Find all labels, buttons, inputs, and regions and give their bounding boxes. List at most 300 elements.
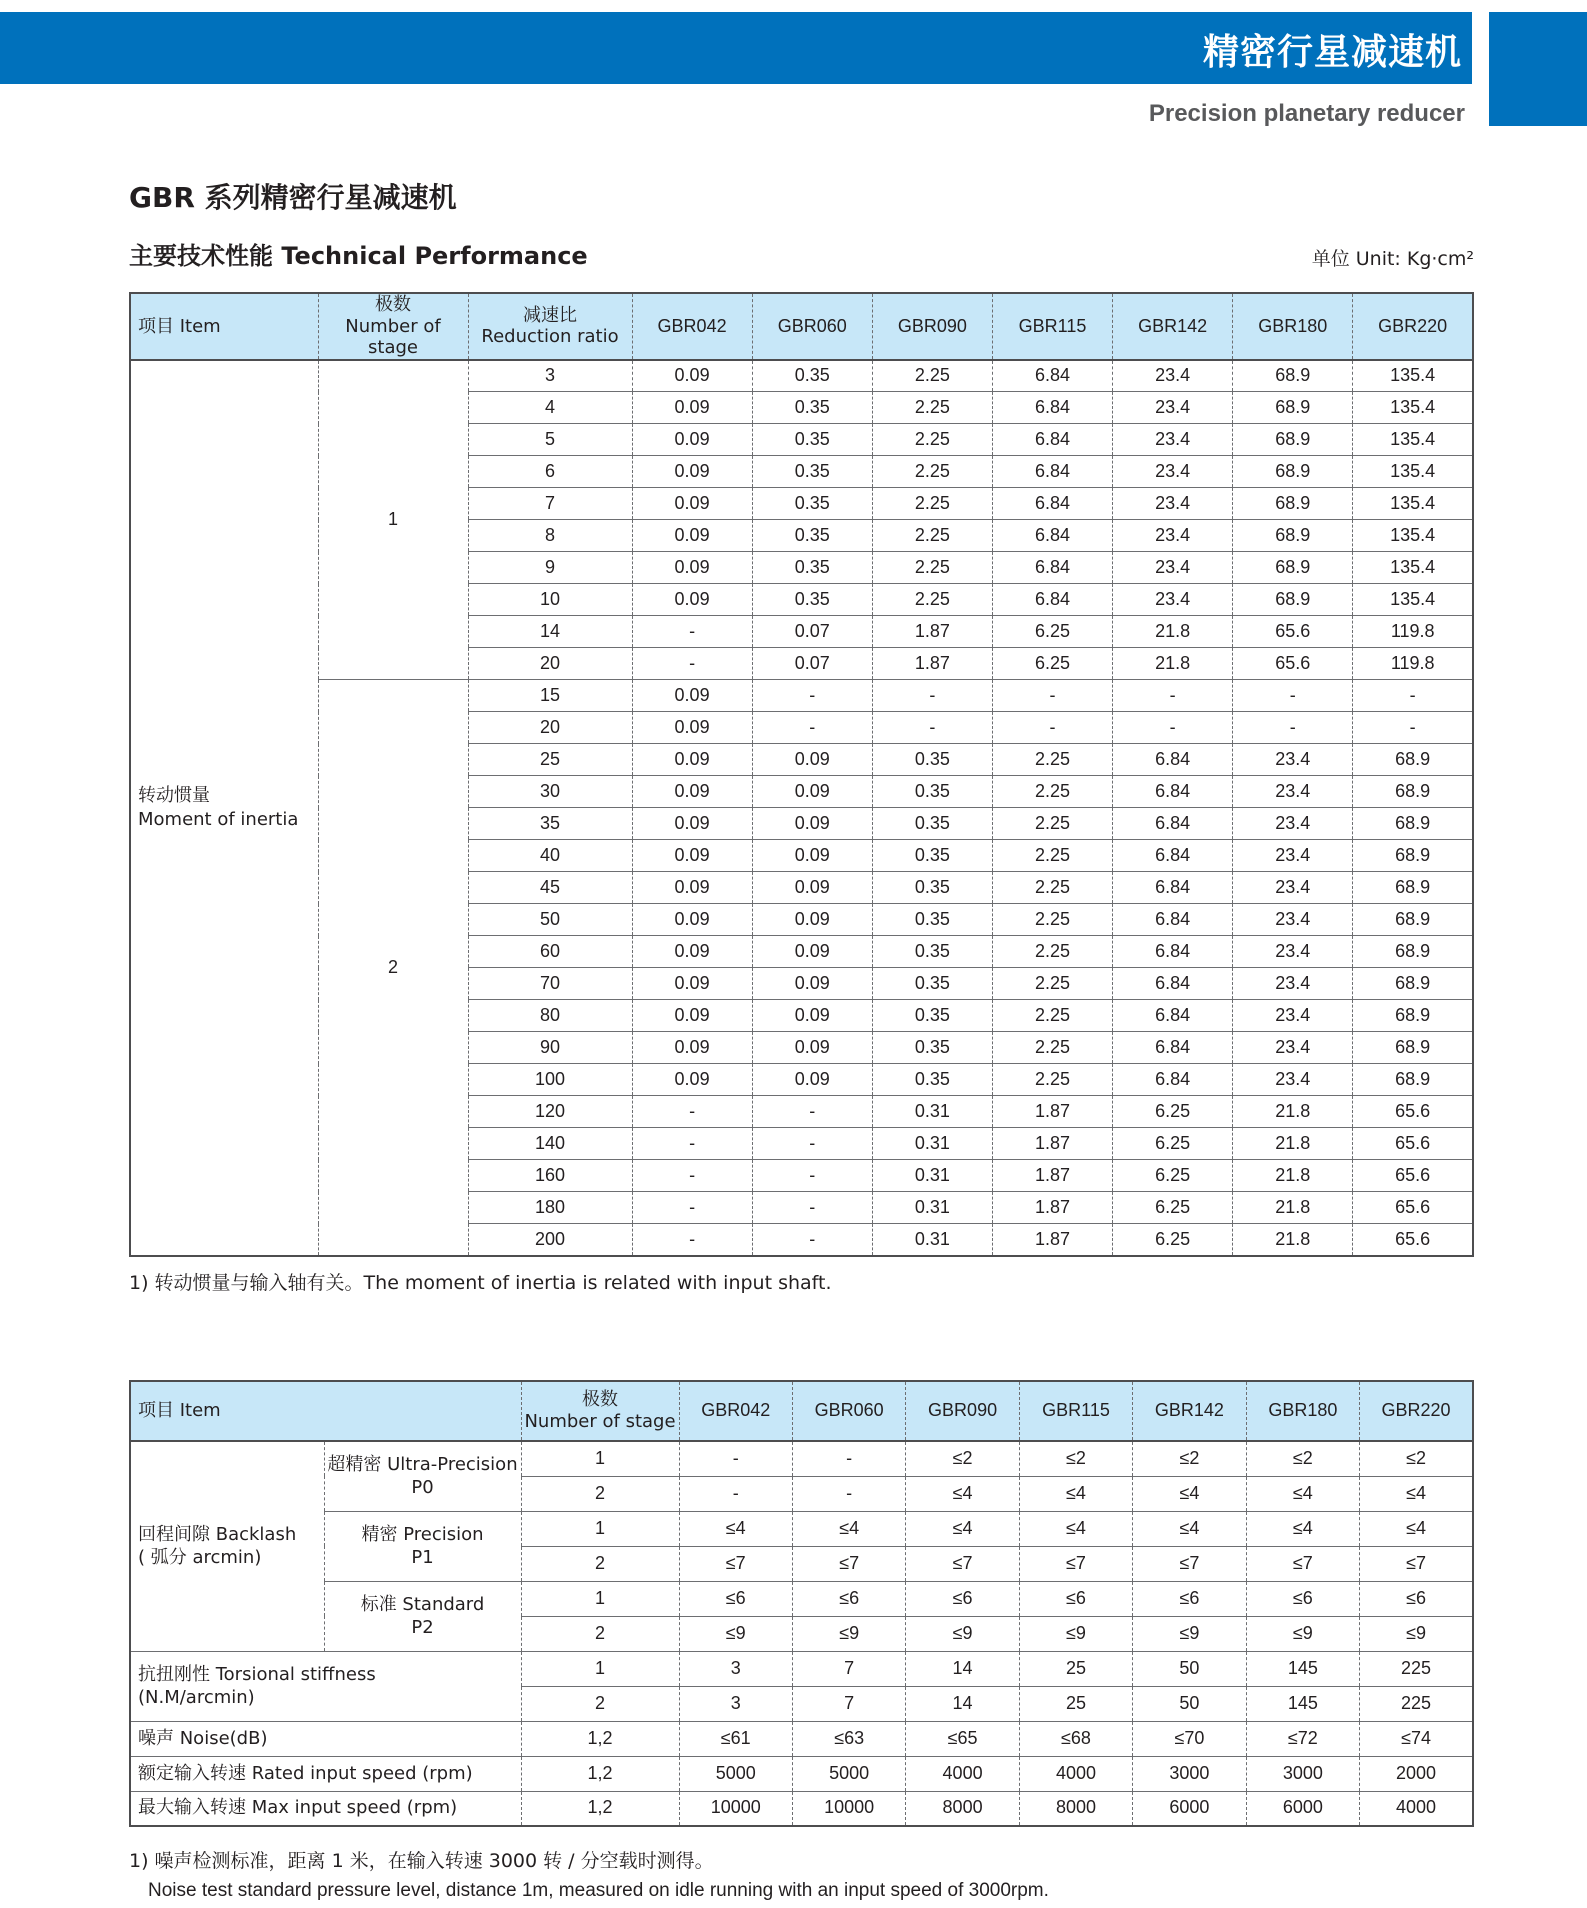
ratio-cell: 100 bbox=[468, 1064, 632, 1096]
value-cell: 2.25 bbox=[992, 872, 1112, 904]
value-cell: ≤4 bbox=[906, 1511, 1019, 1546]
table-row bbox=[130, 1581, 1473, 1616]
value-cell: 6.84 bbox=[1113, 936, 1233, 968]
value-cell: 1.87 bbox=[992, 1192, 1112, 1224]
value-cell: 6.84 bbox=[1113, 1032, 1233, 1064]
value-cell: - bbox=[792, 1476, 905, 1511]
value-cell: 65.6 bbox=[1353, 1128, 1473, 1160]
value-cell: 0.35 bbox=[752, 584, 872, 616]
value-cell: - bbox=[752, 1096, 872, 1128]
series-title: GBR 系列精密行星减速机 bbox=[129, 181, 457, 214]
header-ratio bbox=[468, 293, 632, 360]
value-cell: 8000 bbox=[1019, 1791, 1132, 1826]
value-cell: 10000 bbox=[679, 1791, 792, 1826]
header-model: GBR220 bbox=[1360, 1381, 1473, 1441]
value-cell: ≤4 bbox=[792, 1511, 905, 1546]
value-cell: 0.35 bbox=[872, 904, 992, 936]
ratio-cell: 60 bbox=[468, 936, 632, 968]
ratio-cell: 25 bbox=[468, 744, 632, 776]
value-cell: 68.9 bbox=[1233, 552, 1353, 584]
value-cell: 2.25 bbox=[992, 904, 1112, 936]
ratio-cell: 35 bbox=[468, 808, 632, 840]
stage-cell: 1 bbox=[521, 1511, 679, 1546]
value-cell: 0.35 bbox=[872, 1032, 992, 1064]
value-cell: 21.8 bbox=[1233, 1192, 1353, 1224]
table-row bbox=[130, 1756, 1473, 1791]
value-cell: ≤6 bbox=[1246, 1581, 1359, 1616]
value-cell: 23.4 bbox=[1233, 808, 1353, 840]
value-cell: 0.07 bbox=[752, 616, 872, 648]
stage-cell: 1,2 bbox=[521, 1756, 679, 1791]
table-row bbox=[130, 1651, 1473, 1686]
value-cell: 2.25 bbox=[872, 424, 992, 456]
value-cell: 68.9 bbox=[1353, 872, 1473, 904]
value-cell: 6.25 bbox=[992, 616, 1112, 648]
stage-cell: 1 bbox=[521, 1651, 679, 1686]
value-cell: 23.4 bbox=[1113, 488, 1233, 520]
precision-class-name: 精密 Precision bbox=[361, 1523, 484, 1545]
value-cell: 0.09 bbox=[752, 744, 872, 776]
max-speed-label: 最大输入转速 Max input speed (rpm) bbox=[130, 1791, 521, 1826]
value-cell: - bbox=[1113, 680, 1233, 712]
value-cell: ≤9 bbox=[1246, 1616, 1359, 1651]
value-cell: 0.35 bbox=[752, 456, 872, 488]
header-model: GBR180 bbox=[1233, 293, 1353, 360]
value-cell: 0.09 bbox=[632, 904, 752, 936]
value-cell: 2.25 bbox=[992, 840, 1112, 872]
value-cell: 23.4 bbox=[1113, 360, 1233, 392]
backlash-label: 回程间隙 Backlash bbox=[138, 1523, 297, 1545]
value-cell: 10000 bbox=[792, 1791, 905, 1826]
header-model: GBR090 bbox=[906, 1381, 1019, 1441]
value-cell: 119.8 bbox=[1353, 648, 1473, 680]
value-cell: 23.4 bbox=[1113, 520, 1233, 552]
value-cell: 68.9 bbox=[1233, 424, 1353, 456]
header-model: GBR142 bbox=[1113, 293, 1233, 360]
value-cell: - bbox=[1353, 680, 1473, 712]
value-cell: 0.09 bbox=[752, 776, 872, 808]
value-cell: 6.25 bbox=[1113, 1192, 1233, 1224]
stage-1-cell: 1 bbox=[318, 360, 468, 680]
header-stage-cn: 极数 bbox=[582, 1389, 619, 1411]
ratio-cell: 3 bbox=[468, 360, 632, 392]
value-cell: 0.35 bbox=[872, 808, 992, 840]
value-cell: 2.25 bbox=[992, 744, 1112, 776]
header-model: GBR115 bbox=[992, 293, 1112, 360]
value-cell: ≤7 bbox=[1133, 1546, 1246, 1581]
precision-class-cell bbox=[324, 1511, 521, 1581]
ratio-cell: 6 bbox=[468, 456, 632, 488]
value-cell: ≤7 bbox=[1246, 1546, 1359, 1581]
value-cell: 2.25 bbox=[992, 1032, 1112, 1064]
value-cell: 2.25 bbox=[872, 584, 992, 616]
value-cell: ≤74 bbox=[1360, 1721, 1473, 1756]
value-cell: - bbox=[632, 1128, 752, 1160]
value-cell: 68.9 bbox=[1353, 936, 1473, 968]
table-header-row bbox=[130, 293, 1473, 360]
value-cell: 0.35 bbox=[872, 776, 992, 808]
value-cell: 68.9 bbox=[1353, 904, 1473, 936]
value-cell: 6.84 bbox=[1113, 872, 1233, 904]
header-model: GBR042 bbox=[632, 293, 752, 360]
unit-label: 单位 Unit: Kg·cm² bbox=[1311, 248, 1474, 270]
header-model: GBR115 bbox=[1019, 1381, 1132, 1441]
header-stage-cn: 极数 bbox=[375, 294, 411, 315]
ratio-cell: 80 bbox=[468, 1000, 632, 1032]
value-cell: 0.09 bbox=[632, 360, 752, 392]
value-cell: 1.87 bbox=[872, 648, 992, 680]
value-cell: 23.4 bbox=[1113, 424, 1233, 456]
value-cell: ≤2 bbox=[1133, 1441, 1246, 1476]
value-cell: 0.09 bbox=[752, 872, 872, 904]
value-cell: 2.25 bbox=[872, 552, 992, 584]
value-cell: 68.9 bbox=[1353, 1032, 1473, 1064]
value-cell: 0.31 bbox=[872, 1224, 992, 1256]
table-row bbox=[130, 360, 1473, 392]
value-cell: - bbox=[632, 1096, 752, 1128]
value-cell: 6.84 bbox=[1113, 808, 1233, 840]
header-model: GBR142 bbox=[1133, 1381, 1246, 1441]
value-cell: - bbox=[992, 712, 1112, 744]
precision-class-cell bbox=[324, 1441, 521, 1511]
value-cell: 135.4 bbox=[1353, 424, 1473, 456]
table-row bbox=[130, 1511, 1473, 1546]
value-cell: 65.6 bbox=[1353, 1192, 1473, 1224]
ratio-cell: 30 bbox=[468, 776, 632, 808]
value-cell: 0.09 bbox=[632, 552, 752, 584]
value-cell: 68.9 bbox=[1233, 360, 1353, 392]
value-cell: ≤68 bbox=[1019, 1721, 1132, 1756]
value-cell: 0.35 bbox=[752, 392, 872, 424]
value-cell: - bbox=[752, 1224, 872, 1256]
value-cell: 7 bbox=[792, 1651, 905, 1686]
value-cell: 0.09 bbox=[752, 1032, 872, 1064]
value-cell: 6.84 bbox=[1113, 904, 1233, 936]
side-tab-decoration bbox=[1489, 12, 1587, 126]
value-cell: 25 bbox=[1019, 1651, 1132, 1686]
value-cell: 68.9 bbox=[1233, 456, 1353, 488]
value-cell: 2.25 bbox=[992, 936, 1112, 968]
value-cell: 14 bbox=[906, 1651, 1019, 1686]
value-cell: 23.4 bbox=[1233, 1064, 1353, 1096]
value-cell: 0.09 bbox=[752, 1064, 872, 1096]
value-cell: 23.4 bbox=[1233, 776, 1353, 808]
value-cell: 4000 bbox=[906, 1756, 1019, 1791]
rated-speed-label: 额定输入转速 Rated input speed (rpm) bbox=[130, 1756, 521, 1791]
performance-table bbox=[129, 1380, 1474, 1827]
value-cell: 6.25 bbox=[1113, 1224, 1233, 1256]
value-cell: 2.25 bbox=[992, 1000, 1112, 1032]
value-cell: 0.09 bbox=[632, 584, 752, 616]
value-cell: 2.25 bbox=[992, 808, 1112, 840]
value-cell: - bbox=[1353, 712, 1473, 744]
value-cell: 50 bbox=[1133, 1686, 1246, 1721]
stage-cell: 1,2 bbox=[521, 1791, 679, 1826]
value-cell: 4000 bbox=[1019, 1756, 1132, 1791]
item-label-cn: 转动惯量 bbox=[138, 785, 210, 807]
header-item: 项目 Item bbox=[130, 293, 318, 360]
value-cell: 0.35 bbox=[752, 424, 872, 456]
value-cell: 2.25 bbox=[872, 488, 992, 520]
stage-cell: 1,2 bbox=[521, 1721, 679, 1756]
stage-cell: 1 bbox=[521, 1441, 679, 1476]
ratio-cell: 120 bbox=[468, 1096, 632, 1128]
table-header-row bbox=[130, 1381, 1473, 1441]
value-cell: 6.84 bbox=[1113, 840, 1233, 872]
value-cell: - bbox=[752, 1128, 872, 1160]
value-cell: ≤4 bbox=[906, 1476, 1019, 1511]
value-cell: 135.4 bbox=[1353, 520, 1473, 552]
header-model: GBR180 bbox=[1246, 1381, 1359, 1441]
value-cell: 2.25 bbox=[872, 360, 992, 392]
value-cell: ≤2 bbox=[1019, 1441, 1132, 1476]
header-ratio-en: Reduction ratio bbox=[481, 326, 619, 348]
value-cell: 23.4 bbox=[1233, 872, 1353, 904]
header-title: 精密行星减速机 bbox=[1202, 32, 1462, 73]
header-ratio-cn: 减速比 bbox=[523, 304, 577, 326]
stage-cell: 1 bbox=[521, 1581, 679, 1616]
value-cell: ≤6 bbox=[792, 1581, 905, 1616]
table-row bbox=[130, 1791, 1473, 1826]
ratio-cell: 70 bbox=[468, 968, 632, 1000]
value-cell: 0.35 bbox=[872, 936, 992, 968]
value-cell: 0.31 bbox=[872, 1160, 992, 1192]
value-cell: - bbox=[872, 680, 992, 712]
value-cell: 23.4 bbox=[1233, 1032, 1353, 1064]
value-cell: - bbox=[632, 1160, 752, 1192]
value-cell: 0.09 bbox=[632, 392, 752, 424]
value-cell: 0.07 bbox=[752, 648, 872, 680]
torsional-label: 抗扭刚性 Torsional stiffness bbox=[138, 1663, 376, 1685]
value-cell: 21.8 bbox=[1113, 648, 1233, 680]
value-cell: 6000 bbox=[1133, 1791, 1246, 1826]
value-cell: ≤4 bbox=[1133, 1476, 1246, 1511]
value-cell: 3000 bbox=[1246, 1756, 1359, 1791]
value-cell: 6.84 bbox=[992, 488, 1112, 520]
value-cell: - bbox=[1233, 680, 1353, 712]
value-cell: 65.6 bbox=[1353, 1224, 1473, 1256]
value-cell: - bbox=[792, 1441, 905, 1476]
value-cell: 65.6 bbox=[1233, 616, 1353, 648]
backlash-unit: ( 弧分 arcmin) bbox=[138, 1547, 262, 1569]
torsional-label-cell bbox=[130, 1651, 521, 1721]
value-cell: ≤7 bbox=[792, 1546, 905, 1581]
value-cell: 7 bbox=[792, 1686, 905, 1721]
value-cell: ≤9 bbox=[1360, 1616, 1473, 1651]
value-cell: ≤72 bbox=[1246, 1721, 1359, 1756]
value-cell: - bbox=[632, 616, 752, 648]
value-cell: 0.31 bbox=[872, 1096, 992, 1128]
value-cell: ≤7 bbox=[1019, 1546, 1132, 1581]
ratio-cell: 8 bbox=[468, 520, 632, 552]
value-cell: 1.87 bbox=[992, 1128, 1112, 1160]
value-cell: 6.84 bbox=[992, 392, 1112, 424]
value-cell: ≤7 bbox=[906, 1546, 1019, 1581]
value-cell: 23.4 bbox=[1113, 584, 1233, 616]
value-cell: ≤4 bbox=[1019, 1511, 1132, 1546]
value-cell: 0.31 bbox=[872, 1128, 992, 1160]
value-cell: 0.09 bbox=[632, 488, 752, 520]
value-cell: 5000 bbox=[792, 1756, 905, 1791]
value-cell: 135.4 bbox=[1353, 584, 1473, 616]
precision-class-code: P2 bbox=[411, 1617, 434, 1638]
value-cell: 2.25 bbox=[992, 1064, 1112, 1096]
header-stage bbox=[318, 293, 468, 360]
value-cell: - bbox=[872, 712, 992, 744]
precision-class-code: P0 bbox=[411, 1477, 434, 1499]
value-cell: 6.25 bbox=[992, 648, 1112, 680]
value-cell: 23.4 bbox=[1233, 1000, 1353, 1032]
precision-class-name: 超精密 Ultra-Precision bbox=[327, 1453, 518, 1475]
value-cell: 6.84 bbox=[1113, 776, 1233, 808]
value-cell: 68.9 bbox=[1353, 744, 1473, 776]
ratio-cell: 9 bbox=[468, 552, 632, 584]
value-cell: 23.4 bbox=[1113, 456, 1233, 488]
value-cell: ≤6 bbox=[679, 1581, 792, 1616]
value-cell: 0.09 bbox=[632, 936, 752, 968]
value-cell: 23.4 bbox=[1233, 744, 1353, 776]
value-cell: ≤2 bbox=[1246, 1441, 1359, 1476]
header-banner bbox=[0, 12, 1472, 84]
value-cell: 6.25 bbox=[1113, 1096, 1233, 1128]
value-cell: 145 bbox=[1246, 1651, 1359, 1686]
value-cell: 6.25 bbox=[1113, 1128, 1233, 1160]
ratio-cell: 40 bbox=[468, 840, 632, 872]
value-cell: 0.35 bbox=[752, 488, 872, 520]
header-model: GBR060 bbox=[752, 293, 872, 360]
value-cell: 5000 bbox=[679, 1756, 792, 1791]
stage-cell: 2 bbox=[521, 1476, 679, 1511]
value-cell: ≤65 bbox=[906, 1721, 1019, 1756]
value-cell: ≤9 bbox=[679, 1616, 792, 1651]
value-cell: 65.6 bbox=[1353, 1160, 1473, 1192]
header-item: 项目 Item bbox=[130, 1381, 521, 1441]
value-cell: - bbox=[752, 680, 872, 712]
header-model: GBR042 bbox=[679, 1381, 792, 1441]
table-row bbox=[130, 1441, 1473, 1476]
value-cell: - bbox=[1113, 712, 1233, 744]
value-cell: 0.09 bbox=[632, 456, 752, 488]
header-stage-en: Number of stage bbox=[345, 315, 441, 359]
value-cell: 21.8 bbox=[1233, 1160, 1353, 1192]
value-cell: - bbox=[752, 1192, 872, 1224]
value-cell: 2.25 bbox=[872, 392, 992, 424]
value-cell: 4000 bbox=[1360, 1791, 1473, 1826]
value-cell: 0.09 bbox=[632, 872, 752, 904]
value-cell: 0.09 bbox=[632, 744, 752, 776]
stage-cell: 2 bbox=[521, 1616, 679, 1651]
value-cell: 0.35 bbox=[872, 840, 992, 872]
value-cell: 8000 bbox=[906, 1791, 1019, 1826]
value-cell: ≤9 bbox=[906, 1616, 1019, 1651]
value-cell: 0.09 bbox=[752, 1000, 872, 1032]
value-cell: ≤6 bbox=[1133, 1581, 1246, 1616]
table-row bbox=[130, 1721, 1473, 1756]
value-cell: 68.9 bbox=[1233, 488, 1353, 520]
value-cell: 6.84 bbox=[992, 520, 1112, 552]
stage-cell: 2 bbox=[521, 1546, 679, 1581]
value-cell: 21.8 bbox=[1113, 616, 1233, 648]
value-cell: - bbox=[632, 1192, 752, 1224]
value-cell: 0.35 bbox=[872, 1064, 992, 1096]
value-cell: 2.25 bbox=[872, 520, 992, 552]
value-cell: ≤61 bbox=[679, 1721, 792, 1756]
header-model: GBR090 bbox=[872, 293, 992, 360]
ratio-cell: 5 bbox=[468, 424, 632, 456]
value-cell: 0.35 bbox=[872, 968, 992, 1000]
value-cell: - bbox=[752, 1160, 872, 1192]
value-cell: ≤7 bbox=[679, 1546, 792, 1581]
value-cell: 2000 bbox=[1360, 1756, 1473, 1791]
section-title: 主要技术性能 Technical Performance bbox=[129, 242, 588, 270]
value-cell: 0.35 bbox=[752, 520, 872, 552]
ratio-cell: 15 bbox=[468, 680, 632, 712]
value-cell: 225 bbox=[1360, 1686, 1473, 1721]
value-cell: 68.9 bbox=[1233, 584, 1353, 616]
value-cell: 25 bbox=[1019, 1686, 1132, 1721]
value-cell: ≤6 bbox=[906, 1581, 1019, 1616]
table-row bbox=[130, 680, 1473, 712]
ratio-cell: 90 bbox=[468, 1032, 632, 1064]
precision-class-code: P1 bbox=[411, 1547, 434, 1568]
value-cell: 6.84 bbox=[1113, 1064, 1233, 1096]
ratio-cell: 200 bbox=[468, 1224, 632, 1256]
value-cell: - bbox=[679, 1476, 792, 1511]
ratio-cell: 20 bbox=[468, 712, 632, 744]
value-cell: 0.35 bbox=[872, 872, 992, 904]
inertia-note: 1) 转动惯量与输入轴有关。The moment of inertia is related with input shaft. bbox=[129, 1272, 832, 1294]
value-cell: 135.4 bbox=[1353, 360, 1473, 392]
value-cell: 65.6 bbox=[1353, 1096, 1473, 1128]
value-cell: ≤4 bbox=[1246, 1511, 1359, 1546]
value-cell: ≤7 bbox=[1360, 1546, 1473, 1581]
precision-class-cell bbox=[324, 1581, 521, 1651]
value-cell: 0.09 bbox=[632, 424, 752, 456]
value-cell: 6.84 bbox=[992, 584, 1112, 616]
value-cell: 6.84 bbox=[992, 424, 1112, 456]
value-cell: 0.35 bbox=[872, 744, 992, 776]
value-cell: - bbox=[679, 1441, 792, 1476]
value-cell: 0.09 bbox=[632, 520, 752, 552]
value-cell: 68.9 bbox=[1233, 520, 1353, 552]
header-stage-en: Number of stage bbox=[524, 1411, 676, 1432]
value-cell: 2.25 bbox=[992, 776, 1112, 808]
ratio-cell: 10 bbox=[468, 584, 632, 616]
value-cell: 21.8 bbox=[1233, 1128, 1353, 1160]
value-cell: 135.4 bbox=[1353, 392, 1473, 424]
value-cell: ≤70 bbox=[1133, 1721, 1246, 1756]
value-cell: 135.4 bbox=[1353, 488, 1473, 520]
value-cell: 23.4 bbox=[1233, 904, 1353, 936]
value-cell: - bbox=[632, 1224, 752, 1256]
value-cell: 6.84 bbox=[992, 360, 1112, 392]
header-stage bbox=[521, 1381, 679, 1441]
ratio-cell: 14 bbox=[468, 616, 632, 648]
value-cell: 68.9 bbox=[1353, 1064, 1473, 1096]
value-cell: 225 bbox=[1360, 1651, 1473, 1686]
value-cell: 0.09 bbox=[632, 840, 752, 872]
value-cell: ≤4 bbox=[1360, 1511, 1473, 1546]
backlash-label-cell bbox=[130, 1441, 324, 1651]
value-cell: 0.09 bbox=[632, 712, 752, 744]
value-cell: 6.84 bbox=[1113, 1000, 1233, 1032]
value-cell: 0.09 bbox=[632, 1064, 752, 1096]
value-cell: 6.84 bbox=[992, 456, 1112, 488]
value-cell: 135.4 bbox=[1353, 456, 1473, 488]
moment-of-inertia-table bbox=[129, 292, 1474, 1257]
value-cell: 68.9 bbox=[1233, 392, 1353, 424]
value-cell: 6.25 bbox=[1113, 1160, 1233, 1192]
